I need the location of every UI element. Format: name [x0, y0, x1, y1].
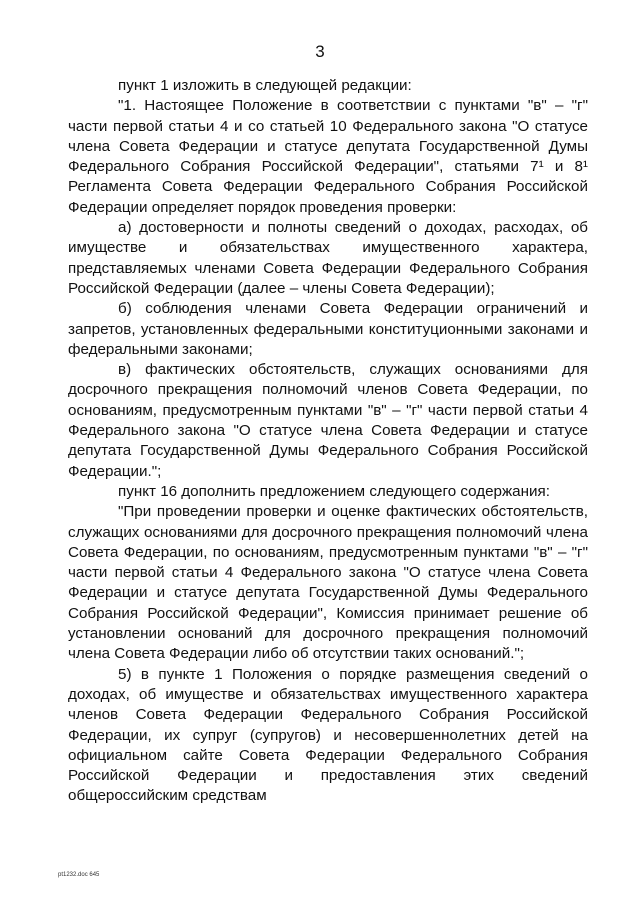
footer-file-code: pt1232.doc 645: [58, 872, 100, 878]
paragraph: в) фактических обстоятельств, служащих основаниями для досрочного прекращения полномочий членов Совета Федерации, по основаниям, предусмотренным пунктами "в" – "г" части первой статьи 4 Федерального закона "О статусе члена Совета Федерации и статусе депутата Государственной Думы Федерального Собрания Российской Федерации.";: [68, 361, 588, 480]
paragraph: 5) в пункте 1 Положения о порядке размещения сведений о доходах, об имуществе и обязательствах имущественного характера членов Совета Федерации Федерального Собрания Российской Федерации, их супруг (супругов) и несовершеннолетних детей на официальном сайте Совета Федерации Федерального Собрания Российской Федерации и предоставления этих сведений общероссийским средствам: [68, 665, 588, 805]
paragraph: б) соблюдения членами Совета Федерации ограничений и запретов, установленных федеральными конституционными законами и федеральными законами;: [68, 300, 588, 358]
paragraph: а) достоверности и полноты сведений о доходах, расходах, об имуществе и обязательствах имущественного характера, представляемых членами Совета Федерации Федерального Собрания Российской Федерации (далее – члены Совета Федерации);: [68, 219, 588, 297]
page-number: 3: [315, 42, 325, 61]
paragraph: пункт 16 дополнить предложением следующего содержания:: [118, 482, 550, 500]
document-body: [68, 76, 588, 807]
paragraph: "1. Настоящее Положение в соответствии с пунктами "в" – "г" части первой статьи 4 и со статьей 10 Федерального закона "О статусе члена Совета Федерации и статусе депутата Государственной Думы Федерального Собрания Российской Федерации", статьями 7¹ и 8¹ Регламента Совета Федерации Федерального Собрания Российской Федерации определяет порядок проведения проверки:: [68, 97, 588, 216]
paragraph: "При проведении проверки и оценке фактических обстоятельств, служащих основаниями для досрочного прекращения полномочий члена Совета Федерации, по основаниям, предусмотренным пунктами "в" – "г" части первой статьи 4 Федерального закона "О статусе члена Совета Федерации и статусе депутата Государственной Думы Федерального Собрания Российской Федерации", Комиссия принимает решение об установлении оснований для досрочного прекращения полномочий члена Совета Федерации либо об отсутствии таких оснований.";: [68, 503, 588, 663]
paragraph: пункт 1 изложить в следующей редакции:: [118, 77, 412, 94]
